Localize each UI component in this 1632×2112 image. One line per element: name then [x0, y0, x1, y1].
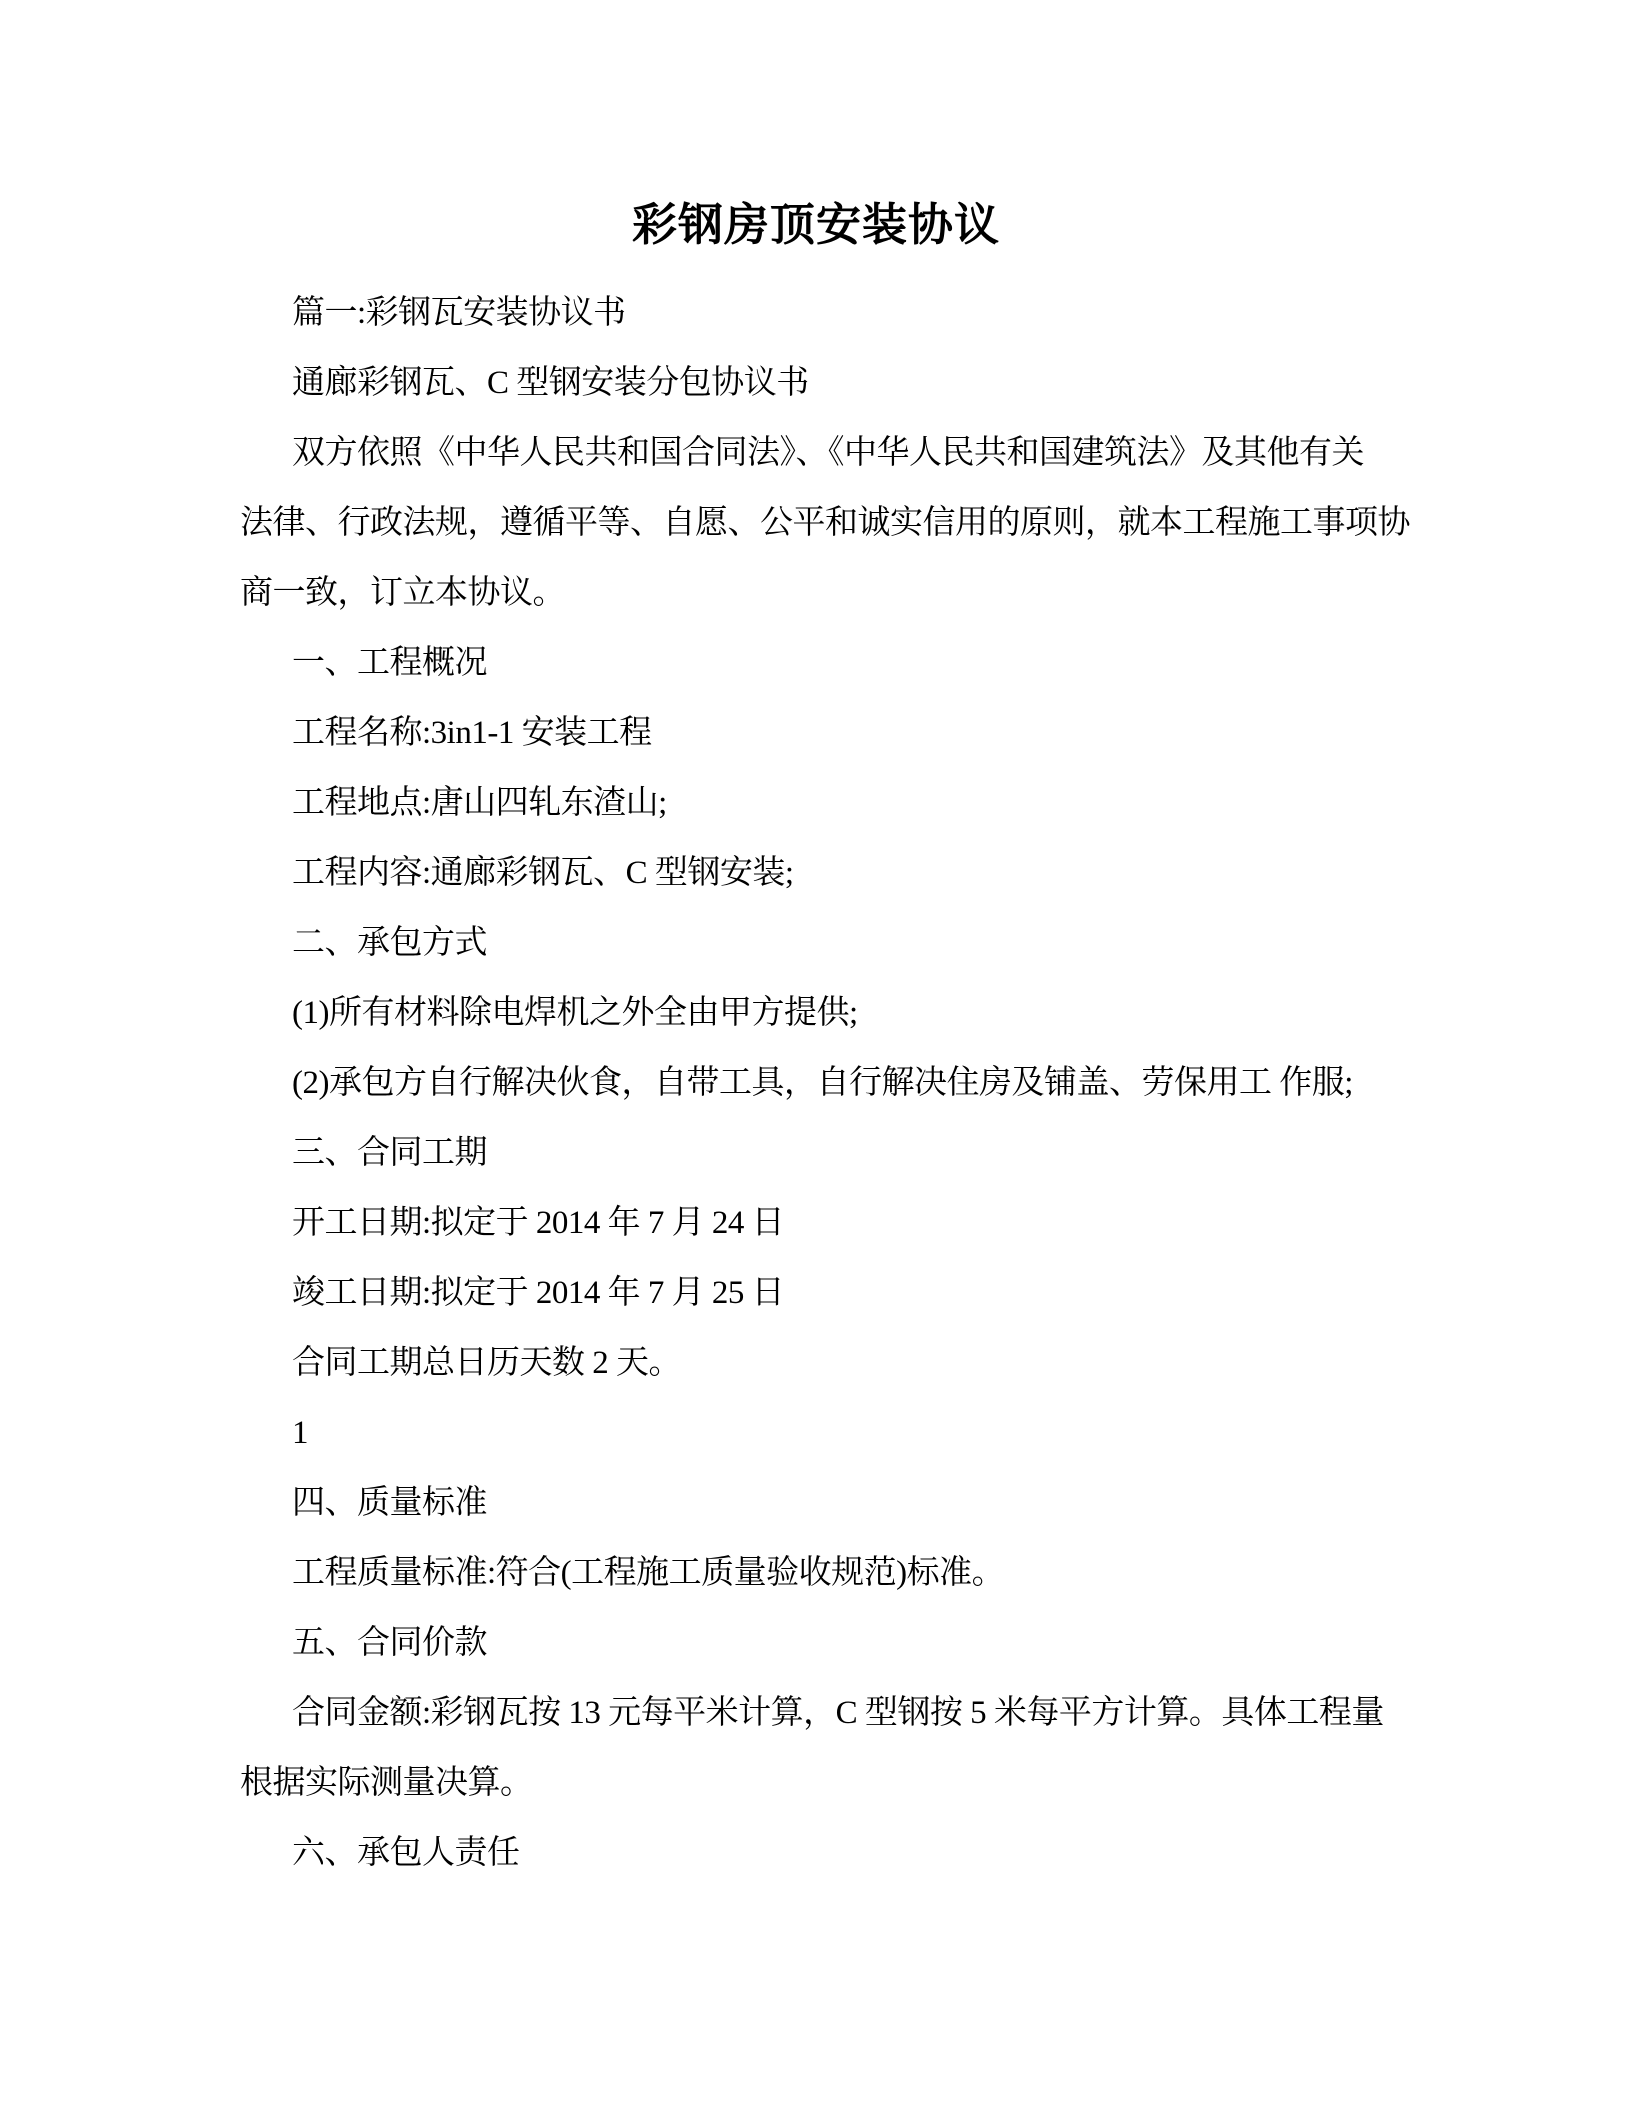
paragraph-line-project-site: 工程地点:唐山四轧东渣山;: [292, 785, 667, 821]
paragraph-line-preamble: 商一致，订立本协议。: [240, 575, 565, 611]
paragraph-line-heading-1: 一、工程概况: [292, 645, 487, 681]
paragraph-line-heading-3: 三、合同工期: [292, 1135, 487, 1171]
paragraph-line-price: 根据实际测量决算。: [240, 1765, 533, 1801]
paragraph-line-price: 合同金额:彩钢瓦按 13 元每平米计算，C 型钢按 5 米每平方计算。具体工程量: [292, 1695, 1384, 1731]
paragraph-line-heading-2: 二、承包方式: [292, 925, 487, 961]
page-number: 1: [292, 1415, 308, 1451]
paragraph-line-heading-6: 六、承包人责任: [292, 1835, 520, 1871]
paragraph-line-subtitle: 通廊彩钢瓦、C 型钢安装分包协议书: [292, 365, 809, 401]
paragraph-line-quality: 工程质量标准:符合(工程施工质量验收规范)标准。: [292, 1555, 1005, 1591]
paragraph-line-clause-2: (2)承包方自行解决伙食，自带工具，自行解决住房及铺盖、劳保用工 作服;: [292, 1065, 1353, 1101]
paragraph-line-project-scope: 工程内容:通廊彩钢瓦、C 型钢安装;: [292, 855, 794, 891]
document-content: [240, 190, 1410, 1888]
paragraph-line-start-date: 开工日期:拟定于 2014 年 7 月 24 日: [292, 1205, 785, 1241]
paragraph-line-section-heading: 篇一:彩钢瓦安装协议书: [292, 295, 626, 331]
paragraph-line-heading-4: 四、质量标准: [292, 1485, 487, 1521]
paragraph-line-preamble: 法律、行政法规，遵循平等、自愿、公平和诚实信用的原则，就本工程施工事项协: [240, 505, 1410, 541]
paragraph-line-preamble: 双方依照《中华人民共和国合同法》、《中华人民共和国建筑法》及其他有关: [292, 435, 1364, 471]
paragraph-line-duration: 合同工期总日历天数 2 天。: [292, 1345, 681, 1381]
paragraph-line-project-name: 工程名称:3in1-1 安装工程: [292, 715, 652, 751]
paragraph-line-end-date: 竣工日期:拟定于 2014 年 7 月 25 日: [292, 1275, 785, 1311]
document-title: 彩钢房顶安装协议: [631, 200, 1000, 250]
paragraph-line-clause-1: (1)所有材料除电焊机之外全由甲方提供;: [292, 995, 858, 1031]
paragraph-line-heading-5: 五、合同价款: [292, 1625, 487, 1661]
